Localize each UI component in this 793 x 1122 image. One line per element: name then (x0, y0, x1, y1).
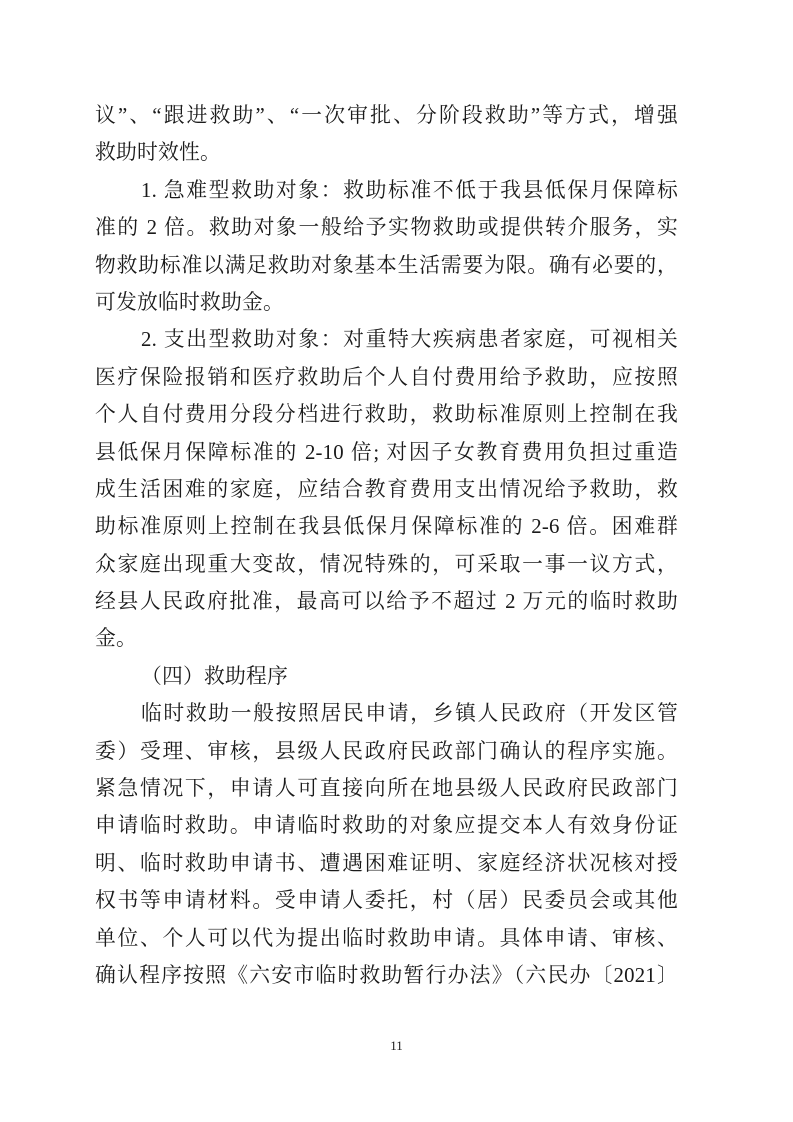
body-text (95, 97, 678, 994)
text-line: 申请临时救助。申请临时救助的对象应提交本人有效身份证 (95, 814, 678, 838)
text-line: 县低保月保障标准的 2-10 倍; 对因子女教育费用负担过重造 (95, 440, 678, 464)
text-line: 确认程序按照《六安市临时救助暂行办法》（六民办〔2021〕 (95, 963, 678, 987)
text-line: 金。 (95, 627, 137, 651)
text-line: 救助时效性。 (95, 141, 221, 165)
text-line: 委）受理、审核，县级人民政府民政部门确认的程序实施。 (95, 739, 678, 763)
text-line: 可发放临时救助金。 (95, 290, 284, 314)
text-line: 单位、个人可以代为提出临时救助申请。具体申请、审核、 (95, 926, 678, 950)
text-line: 紧急情况下，申请人可直接向所在地县级人民政府民政部门 (95, 777, 678, 801)
text-line: 明、临时救助申请书、遭遇困难证明、家庭经济状况核对授 (95, 851, 678, 875)
text-line: 医疗保险报销和医疗救助后个人自付费用给予救助，应按照 (95, 365, 678, 389)
text-line: 众家庭出现重大变故，情况特殊的，可采取一事一议方式， (95, 552, 678, 576)
section-heading: （四）救助程序 (141, 664, 288, 688)
text-line: 1. 急难型救助对象：救助标准不低于我县低保月保障标 (141, 178, 678, 202)
page-number: 11 (390, 1038, 403, 1053)
text-line: 经县人民政府批准，最高可以给予不超过 2 万元的临时救助 (95, 590, 678, 614)
text-line: 2. 支出型救助对象：对重特大疾病患者家庭，可视相关 (141, 328, 678, 352)
text-line: 临时救助一般按照居民申请，乡镇人民政府（开发区管 (141, 702, 678, 726)
text-line: 权书等申请材料。受申请人委托，村（居）民委员会或其他 (95, 889, 678, 913)
text-line: 议”、“跟进救助”、“一次审批、分阶段救助”等方式，增强 (95, 104, 678, 127)
text-line: 助标准原则上控制在我县低保月保障标准的 2-6 倍。困难群 (95, 515, 678, 539)
text-line: 个人自付费用分段分档进行救助，救助标准原则上控制在我 (95, 403, 678, 427)
text-line: 物救助标准以满足救助对象基本生活需要为限。确有必要的， (95, 253, 678, 277)
text-line: 准的 2 倍。救助对象一般给予实物救助或提供转介服务，实 (95, 216, 678, 240)
text-line: 成生活困难的家庭，应结合教育费用支出情况给予救助，救 (95, 477, 678, 501)
